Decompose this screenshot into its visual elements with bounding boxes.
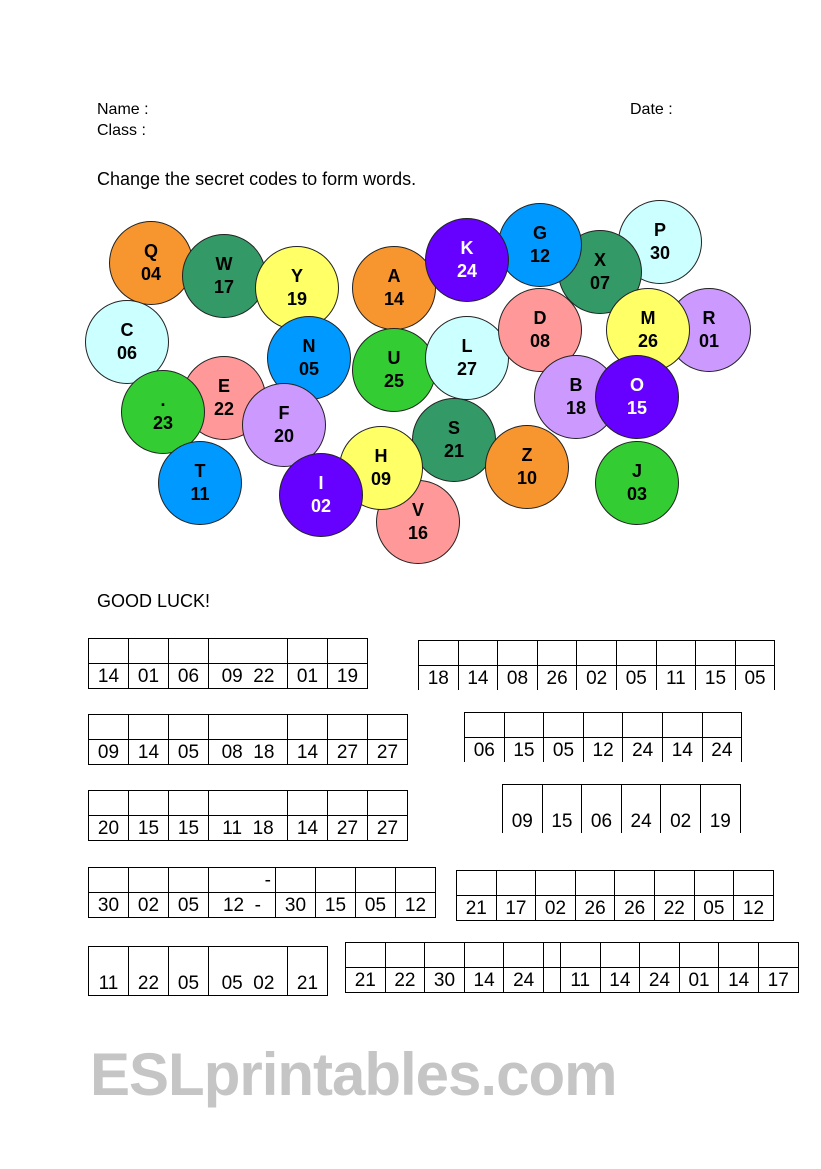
code-circle [182,234,266,318]
code-cell: 14 [458,666,498,691]
circle-letter: Z [521,445,533,465]
answer-cell[interactable] [89,791,129,816]
circle-code: 25 [383,371,405,391]
code-cell: 22 [654,896,694,921]
answer-cell[interactable] [129,639,169,664]
circle-code: 20 [273,426,295,446]
puzzle-table [502,784,741,833]
code-cell: 24 [702,738,742,763]
answer-cell[interactable] [465,713,505,738]
code-cell: 19 [328,664,368,689]
code-cell: 15 [169,816,209,841]
answer-cell[interactable] [504,713,544,738]
code-cell: 17 [758,968,798,993]
answer-cell[interactable] [288,715,328,740]
circle-code: 19 [286,289,308,309]
circle-letter: M [640,308,656,328]
answer-cell[interactable] [209,947,288,972]
code-cell: 21 [288,971,328,996]
answer-cell[interactable] [316,868,356,893]
circle-letter: N [302,336,316,356]
answer-cell[interactable] [536,871,576,896]
circle-letter: Q [143,241,158,261]
circle-code: 30 [649,243,671,263]
answer-cell[interactable] [719,943,759,968]
answer-cell[interactable] [169,715,209,740]
code-cell: 06 [169,664,209,689]
puzzle-table [88,714,408,765]
code-cell: 26 [537,666,577,691]
code-cell: 26 [575,896,615,921]
circle-letter: U [387,348,401,368]
circle-letter: H [374,446,388,466]
answer-cell[interactable] [544,713,584,738]
code-cell: 12 [734,896,774,921]
instruction: Change the secret codes to form words. [97,169,417,189]
code-cell: 30 [425,968,465,993]
answer-cell[interactable] [464,943,504,968]
circle-letter: X [593,250,606,270]
circle-letter: W [215,254,233,274]
code-cell: 12 [396,893,436,918]
circle-code: 06 [116,343,138,363]
circle-letter: C [120,320,134,340]
circle-code: 18 [565,398,587,418]
answer-cell[interactable] [582,785,622,810]
answer-cell[interactable] [129,868,169,893]
answer-cell[interactable] [679,943,719,968]
answer-cell[interactable] [458,641,498,666]
answer-cell[interactable] [702,713,742,738]
circle-code: 16 [407,523,429,543]
code-cell: 27 [328,816,368,841]
circle-letter: J [631,461,642,481]
answer-cell[interactable] [654,871,694,896]
answer-cell[interactable] [498,641,538,666]
circle-code: 04 [140,264,162,284]
code-circle [352,246,436,330]
answer-cell[interactable] [583,713,623,738]
code-cell: 11 [656,666,696,691]
code-cell: 09 [89,740,129,765]
answer-cell[interactable] [129,715,169,740]
answer-cell[interactable] [616,641,656,666]
answer-cell[interactable] [288,947,328,972]
circle-code: 17 [213,277,235,297]
code-cell: 06 [465,738,505,763]
circle-code: 09 [370,469,392,489]
code-cell: 01 [129,664,169,689]
answer-cell[interactable] [696,641,736,666]
answer-cell[interactable] [385,943,425,968]
answer-cell[interactable] [129,947,169,972]
answer-cell[interactable]: - [209,868,276,893]
class-label: Class : [97,122,146,139]
circle-letter: I [318,473,324,493]
circle-code: 23 [152,413,174,433]
code-cell: 05 [735,666,775,691]
code-cell: 02 [661,809,701,833]
answer-cell[interactable] [368,791,408,816]
answer-cell[interactable] [543,943,560,968]
puzzle-table [456,870,774,921]
circle-letter: Y [290,266,303,286]
code-cell: 14 [129,740,169,765]
circle-letter: K [460,238,474,258]
answer-cell[interactable] [734,871,774,896]
code-circle [595,355,679,439]
answer-cell[interactable] [169,868,209,893]
code-cell: 27 [368,740,408,765]
code-cell: 24 [623,738,663,763]
answer-cell[interactable] [640,943,680,968]
code-cell [543,968,560,993]
answer-cell[interactable] [504,943,544,968]
code-circle [412,398,496,482]
code-cell: 15 [316,893,356,918]
answer-cell[interactable] [700,785,740,810]
code-cell: 30 [89,893,129,918]
code-cell: 22 [385,968,425,993]
code-cell: 15 [129,816,169,841]
circle-letter: G [532,223,547,243]
circle-code: 05 [298,359,320,379]
good-luck: GOOD LUCK! [97,591,211,611]
code-circle [109,221,193,305]
code-cell: 12 [583,738,623,763]
circle-code: 10 [516,468,538,488]
answer-cell[interactable] [623,713,663,738]
code-circle [595,441,679,525]
circle-code: 22 [213,399,235,419]
code-cell: 14 [89,664,129,689]
answer-cell[interactable] [89,868,129,893]
code-cell: 05 [544,738,584,763]
code-cell: 02 [577,666,617,691]
answer-cell[interactable] [542,785,582,810]
answer-cell[interactable] [735,641,775,666]
code-cell: 11 [89,971,129,996]
code-cell: 15 [696,666,736,691]
answer-cell[interactable] [288,791,328,816]
answer-cell[interactable] [656,641,696,666]
answer-cell[interactable] [694,871,734,896]
circle-code: 12 [529,246,551,266]
puzzle-table [88,638,368,689]
puzzle-table [88,867,436,918]
circle-letter: T [194,461,206,481]
code-cell: 12 - [209,893,276,918]
code-circle [352,328,436,412]
answer-cell[interactable] [169,639,209,664]
answer-cell[interactable] [396,868,436,893]
code-cell: 01 [288,664,328,689]
code-cell: 14 [719,968,759,993]
answer-cell[interactable] [537,641,577,666]
answer-cell[interactable] [662,713,702,738]
puzzle-table [345,942,799,993]
answer-cell[interactable] [368,715,408,740]
code-cell: 02 [129,893,169,918]
circle-letter: . [160,390,166,410]
code-cell: 15 [542,809,582,833]
circle-letter: P [653,220,666,240]
code-cell: 21 [346,968,386,993]
puzzle-table [88,946,328,996]
answer-cell[interactable] [575,871,615,896]
answer-cell[interactable] [209,791,288,816]
answer-cell[interactable] [89,947,129,972]
answer-cell[interactable] [661,785,701,810]
code-cell: 20 [89,816,129,841]
code-cell: 24 [640,968,680,993]
code-cell: 09 22 [209,664,288,689]
code-cell: 05 [169,893,209,918]
circle-code: 14 [383,289,405,309]
circle-code: 07 [589,273,611,293]
answer-cell[interactable] [577,641,617,666]
code-cell: 09 [503,809,543,833]
circle-code: 01 [698,331,720,351]
code-cell: 05 [169,740,209,765]
answer-cell[interactable] [328,791,368,816]
answer-cell[interactable] [328,715,368,740]
circle-code: 15 [626,398,648,418]
answer-cell[interactable] [615,871,655,896]
code-cell: 11 [560,968,600,993]
code-cell: 14 [288,816,328,841]
code-cell: 19 [700,809,740,833]
circle-code: 08 [529,331,551,351]
answer-cell[interactable] [276,868,316,893]
code-cell: 21 [457,896,497,921]
code-cell: 05 [616,666,656,691]
code-cell: 30 [276,893,316,918]
circle-code: 21 [443,441,465,461]
code-cell: 05 [169,971,209,996]
circle-code: 02 [310,496,332,516]
code-cell: 26 [615,896,655,921]
code-cell: 24 [504,968,544,993]
circle-letter: F [278,403,290,423]
code-cell: 14 [600,968,640,993]
circle-letter: V [411,500,424,520]
code-cell: 22 [129,971,169,996]
code-cell: 05 [694,896,734,921]
circle-letter: R [702,308,716,328]
code-cell: 05 02 [209,971,288,996]
code-cell: 05 [356,893,396,918]
answer-cell[interactable] [600,943,640,968]
code-cell: 08 [498,666,538,691]
code-cell: 08 18 [209,740,288,765]
answer-cell[interactable] [457,871,497,896]
date-label: Date : [630,101,673,118]
answer-cell[interactable] [288,639,328,664]
circle-letter: E [217,376,230,396]
circle-code: 03 [626,484,648,504]
name-label: Name : [97,101,149,118]
circle-letter: A [387,266,401,286]
answer-cell[interactable] [496,871,536,896]
code-circle [485,425,569,509]
code-cell: 14 [464,968,504,993]
code-cell: 14 [288,740,328,765]
answer-cell[interactable] [560,943,600,968]
circle-letter: L [461,336,473,356]
code-cell: 24 [621,809,661,833]
code-cell: 06 [582,809,622,833]
answer-cell[interactable] [89,639,129,664]
code-cell: 17 [496,896,536,921]
circle-code: 24 [456,261,478,281]
code-cell: 18 [419,666,459,691]
code-cell: 02 [536,896,576,921]
circle-letter: S [447,418,460,438]
code-circle [158,441,242,525]
puzzle-table [88,790,408,841]
answer-cell[interactable] [425,943,465,968]
watermark: ESLprintables.com [90,1041,617,1108]
circle-letter: O [629,375,644,395]
code-circle [498,203,582,287]
answer-cell[interactable] [209,715,288,740]
code-cell: 14 [662,738,702,763]
answer-cell[interactable] [503,785,543,810]
answer-cell[interactable] [328,639,368,664]
answer-cell[interactable] [621,785,661,810]
code-circle [425,218,509,302]
puzzle-table [464,712,742,762]
circle-code: 27 [456,359,478,379]
answer-cell[interactable] [169,947,209,972]
circle-letter: B [569,375,583,395]
circle-letter: D [533,308,547,328]
code-cell: 27 [328,740,368,765]
code-cell: 11 18 [209,816,288,841]
answer-cell[interactable] [758,943,798,968]
answer-cell[interactable] [346,943,386,968]
circle-code: 26 [637,331,659,351]
answer-cell[interactable] [356,868,396,893]
answer-cell[interactable] [129,791,169,816]
code-circle [425,316,509,400]
answer-cell[interactable] [169,791,209,816]
answer-cell[interactable] [89,715,129,740]
code-cell: 27 [368,816,408,841]
code-cell: 01 [679,968,719,993]
circle-code: 11 [190,484,210,504]
answer-cell[interactable] [419,641,459,666]
answer-cell[interactable] [209,639,288,664]
code-circle [279,453,363,537]
puzzle-table [418,640,775,690]
code-cell: 15 [504,738,544,763]
